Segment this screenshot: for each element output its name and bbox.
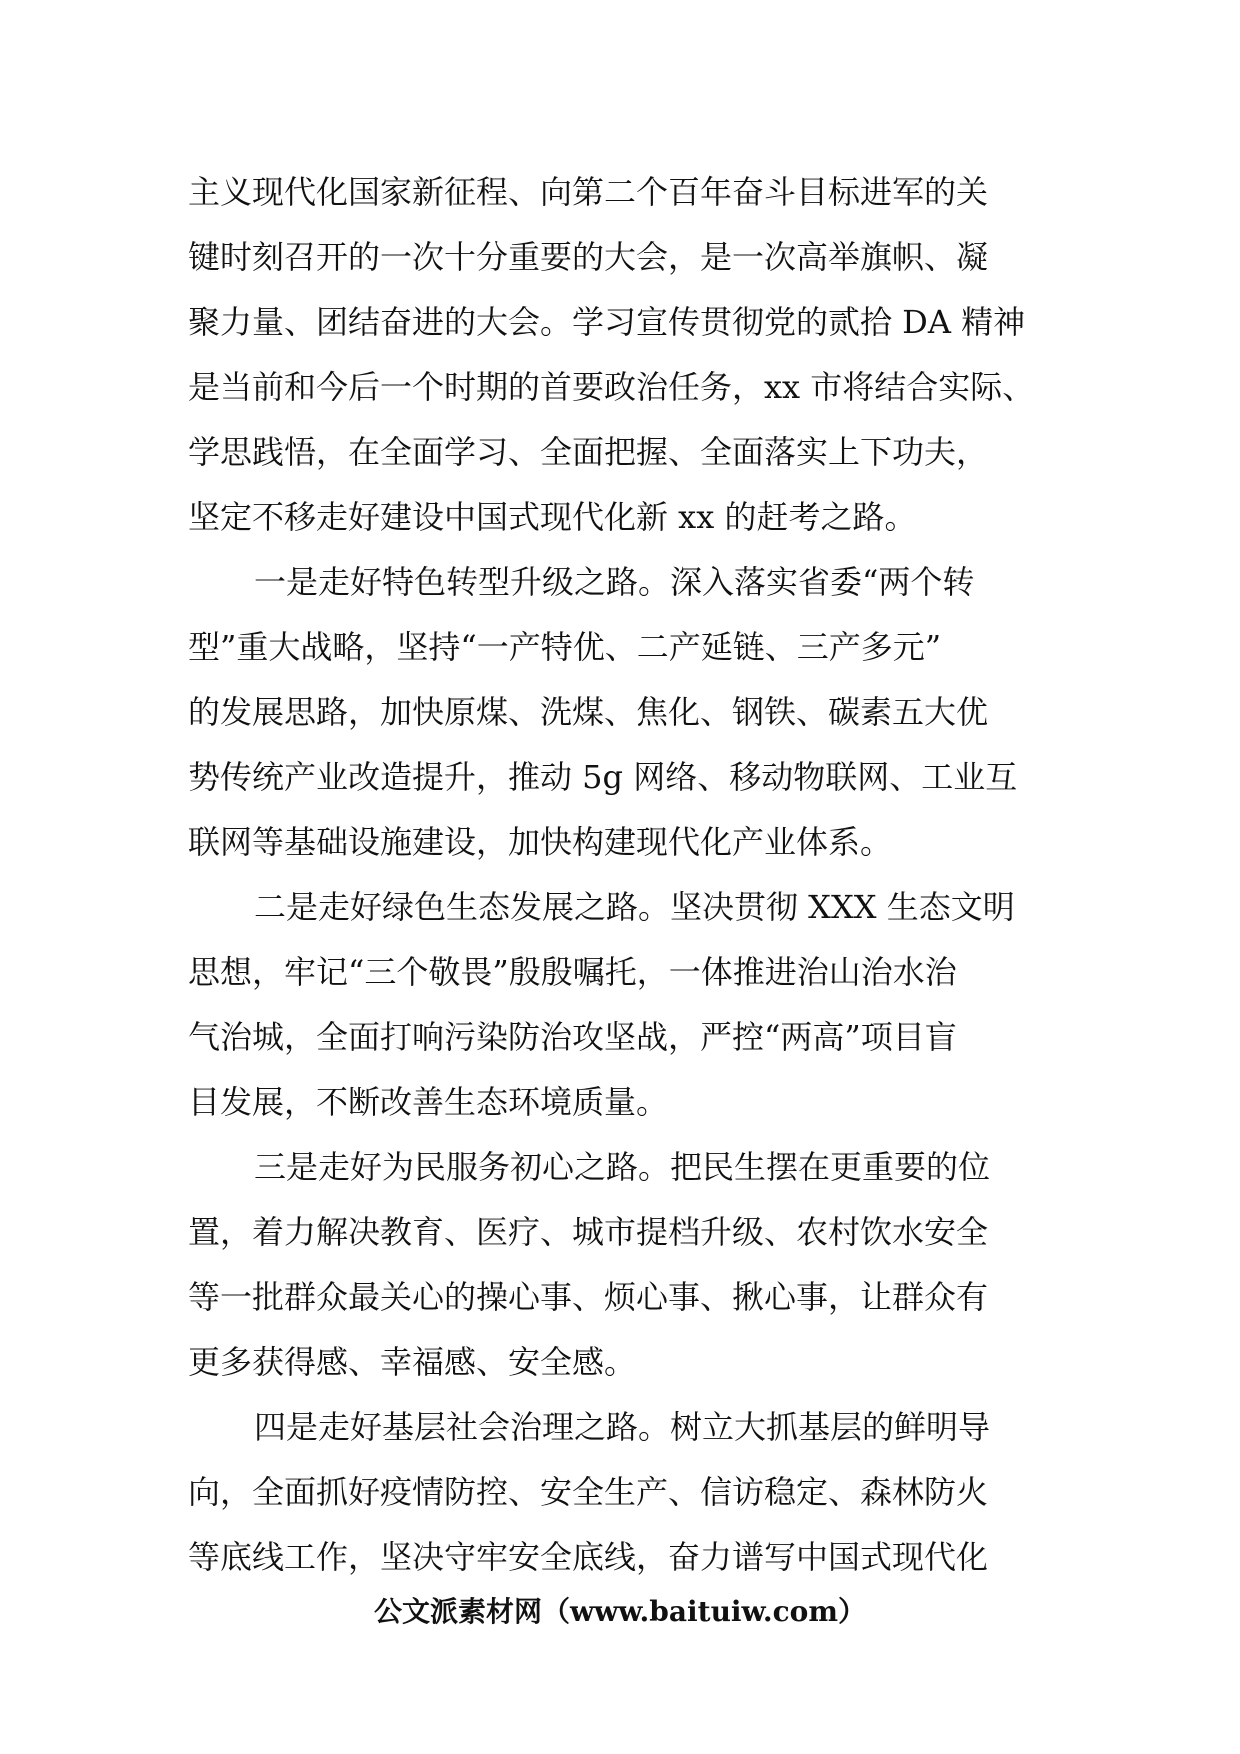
text-line: 学思践悟，在全面学习、全面把握、全面落实上下功夫， — [188, 433, 989, 471]
text-line: 等一批群众最关心的操心事、烦心事、揪心事，让群众有 — [188, 1278, 989, 1316]
text-line: 等底线工作，坚决守牢安全底线，奋力谱写中国式现代化 — [188, 1538, 989, 1576]
text-line: 联网等基础设施建设，加快构建现代化产业体系。 — [188, 823, 893, 861]
text-line: 一是走好特色转型升级之路。深入落实省委“两个转 — [254, 563, 975, 601]
text-line: 主义现代化国家新征程、向第二个百年奋斗目标进军的关 — [188, 173, 989, 211]
text-line: 坚定不移走好建设中国式现代化新 xx 的赶考之路。 — [188, 498, 917, 536]
text-line: 向，全面抓好疫情防控、安全生产、信访稳定、森林防火 — [188, 1473, 989, 1511]
text-line: 三是走好为民服务初心之路。把民生摆在更重要的位 — [254, 1148, 991, 1186]
text-line: 聚力量、团结奋进的大会。学习宣传贯彻党的贰拾 DA 精神 — [188, 303, 1026, 341]
text-line: 四是走好基层社会治理之路。树立大抓基层的鲜明导 — [254, 1408, 991, 1446]
text-line: 置，着力解决教育、医疗、城市提档升级、农村饮水安全 — [188, 1213, 989, 1251]
text-line: 更多获得感、幸福感、安全感。 — [188, 1343, 637, 1381]
text-line: 思想，牢记“三个敬畏”殷殷嘱托，一体推进治山治水治 — [188, 953, 957, 991]
text-line: 型”重大战略，坚持“一产特优、二产延链、三产多元” — [188, 628, 942, 666]
text-line: 二是走好绿色生态发展之路。坚决贯彻 XXX 生态文明 — [254, 888, 1015, 926]
body-text — [188, 160, 1058, 1590]
text-line: 的发展思路，加快原煤、洗煤、焦化、钢铁、碳素五大优 — [188, 693, 989, 731]
text-line: 键时刻召开的一次十分重要的大会，是一次高举旗帜、凝 — [188, 238, 989, 276]
footer-watermark: 公文派素材网（www.baituiw.com） — [374, 1595, 866, 1628]
text-line: 势传统产业改造提升，推动 5g 网络、移动物联网、工业互 — [188, 758, 1018, 796]
text-line: 气治城，全面打响污染防治攻坚战，严控“两高”项目盲 — [188, 1018, 957, 1056]
text-line: 目发展，不断改善生态环境质量。 — [188, 1083, 669, 1121]
text-line: 是当前和今后一个时期的首要政治任务，xx 市将结合实际、 — [188, 368, 1035, 406]
